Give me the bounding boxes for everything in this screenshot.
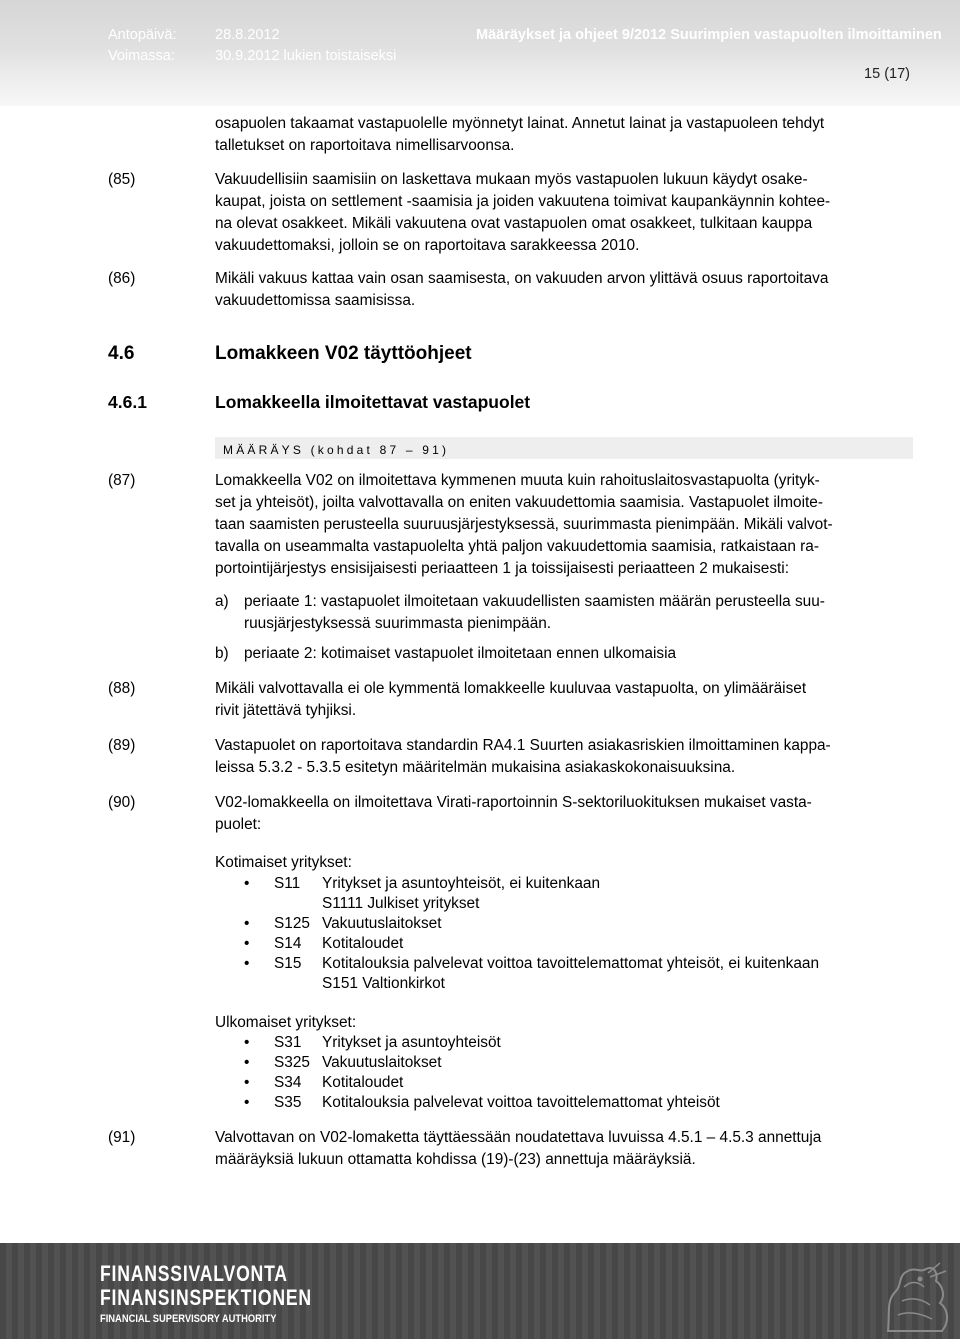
valid-text: 30.9.2012 lukien toistaiseksi	[215, 48, 397, 64]
valid-label: Voimassa:	[108, 48, 175, 64]
page-number: 15 (17)	[864, 66, 910, 82]
paragraph-line: Valvottavan on V02-lomaketta täyttäessään noudatettava luvuissa 4.5.1 – 4.5.3 annettuja	[215, 1129, 822, 1146]
paragraph-number-86: (86)	[108, 270, 136, 287]
paragraph-line: määräyksiä lukuun ottamatta kohdissa (19)-(23) annettuja määräyksiä.	[215, 1151, 696, 1168]
subsection-title: Lomakkeella ilmoitettavat vastapuolet	[215, 392, 531, 412]
logo-finnish-name: FINANSSIVALVONTA	[100, 1261, 288, 1286]
document-title: Määräykset ja ohjeet 9/2012 Suurimpien vastapuolten ilmoittaminen	[476, 27, 942, 43]
page-footer	[0, 1243, 960, 1339]
sector-code: S125	[274, 915, 310, 932]
bullet-icon: •	[244, 935, 250, 952]
section-number: 4.6	[108, 343, 135, 364]
paragraph-number-88: (88)	[108, 680, 136, 697]
bullet-icon: •	[244, 875, 250, 892]
paragraph-87	[215, 470, 915, 580]
foreign-heading: Ulkomaiset yritykset:	[215, 1014, 357, 1031]
paragraph-line: Mikäli vakuus kattaa vain osan saamisesta, on vakuuden arvon ylittävä osuus raportoitava	[215, 270, 829, 287]
sector-description: Kotitaloudet	[322, 935, 404, 952]
paragraph-line: portointijärjestys ensisijaisesti periaatteen 1 ja toissijaisesti periaatteen 2 mukaisesti:	[215, 560, 790, 577]
subsection-number: 4.6.1	[108, 392, 147, 412]
item-line: periaate 1: vastapuolet ilmoitetaan vakuudellisten saamisten määrän perusteella suu-	[244, 593, 825, 610]
sector-description: S151 Valtionkirkot	[322, 975, 445, 992]
sector-description: Kotitaloudet	[322, 1074, 404, 1091]
continuation-text	[215, 113, 915, 157]
paragraph-line: tavalla on useammalta vastapuolelta yhtä paljon vakuudettomia saamisia, ratkaistaan ra-	[215, 538, 819, 555]
paragraph-line: leissa 5.3.2 - 5.3.5 esitetyn määritelmän mukaisina asiakaskokonaisuuksina.	[215, 759, 736, 776]
regulation-label: MÄÄRÄYS (kohdat 87 – 91)	[223, 443, 450, 457]
bullet-icon: •	[244, 1054, 250, 1071]
bullet-icon: •	[244, 1074, 250, 1091]
sector-code: S325	[274, 1054, 310, 1071]
sector-code: S11	[274, 875, 301, 892]
paragraph-line: puolet:	[215, 816, 262, 833]
sector-description: Yritykset ja asuntoyhteisöt, ei kuitenkaan	[322, 875, 601, 892]
paragraph-line: vakuudettomaksi, jolloin se on raportoitava sarakkeessa 2010.	[215, 237, 640, 254]
sector-description: S1111 Julkiset yritykset	[322, 895, 480, 912]
paragraph-88	[215, 678, 915, 722]
item-b-marker: b)	[215, 645, 229, 662]
sector-code: S31	[274, 1034, 302, 1051]
paragraph-line: kaupat, joista on settlement -saamisia ja joiden vakuutena toimivat kaupankäynnin kohtee-	[215, 193, 831, 210]
item-b-text: periaate 2: kotimaiset vastapuolet ilmoitetaan ennen ulkomaisia	[244, 645, 677, 662]
continuation-line: talletukset on raportoitava nimellisarvoonsa.	[215, 137, 515, 154]
paragraph-85	[215, 169, 915, 257]
page-header	[0, 0, 960, 106]
bullet-icon: •	[244, 955, 250, 972]
paragraph-number-91: (91)	[108, 1129, 136, 1146]
bullet-icon: •	[244, 1034, 250, 1051]
paragraph-line: V02-lomakkeella on ilmoitettava Virati-raportoinnin S-sektoriluokituksen mukaiset vasta-	[215, 794, 812, 811]
item-a-text	[244, 591, 914, 635]
sector-description: Yritykset ja asuntoyhteisöt	[322, 1034, 501, 1051]
paragraph-91	[215, 1127, 915, 1171]
item-a-marker: a)	[215, 593, 229, 610]
paragraph-line: taan saamisten perusteella suuruusjärjestyksessä, suurimmasta pienimpään. Mikäli valvot-	[215, 516, 833, 533]
paragraph-line: Vakuudellisiin saamisiin on laskettava mukaan myös vastapuolen lukuun käydyt osake-	[215, 171, 808, 188]
paragraph-line: Lomakkeella V02 on ilmoitettava kymmenen muuta kuin rahoituslaitosvastapuolta (yrityk-	[215, 472, 820, 489]
sector-description: Kotitalouksia palvelevat voittoa tavoittelemattomat yhteisöt	[322, 1094, 720, 1111]
paragraph-line: rivit jätettävä tyhjiksi.	[215, 702, 357, 719]
sector-description: Vakuutuslaitokset	[322, 1054, 442, 1071]
item-line: ruusjärjestyksessä suurimmasta pienimpään.	[244, 615, 552, 632]
logo-english-name: FINANCIAL SUPERVISORY AUTHORITY	[100, 1313, 277, 1325]
sector-code: S14	[274, 935, 302, 952]
domestic-heading: Kotimaiset yritykset:	[215, 854, 352, 871]
bullet-icon: •	[244, 915, 250, 932]
sector-description: Vakuutuslaitokset	[322, 915, 442, 932]
effective-date-label: Antopäivä:	[108, 27, 177, 43]
paragraph-line: na olevat osakkeet. Mikäli vakuutena ovat vastapuolen omat osakkeet, tulkitaan kauppa	[215, 215, 813, 232]
paragraph-90	[215, 792, 915, 836]
paragraph-89	[215, 735, 915, 779]
lion-emblem-icon	[868, 1251, 958, 1339]
paragraph-line: vakuudettomissa saamisissa.	[215, 292, 416, 309]
paragraph-number-85: (85)	[108, 171, 136, 188]
sector-code: S34	[274, 1074, 302, 1091]
logo-swedish-name: FINANSINSPEKTIONEN	[100, 1285, 312, 1310]
bullet-icon: •	[244, 1094, 250, 1111]
continuation-line: osapuolen takaamat vastapuolelle myönnetyt lainat. Annetut lainat ja vastapuoleen tehdyt	[215, 115, 825, 132]
paragraph-line: set ja yhteisöt), joilta valvottavalla on eniten vakuudettomia saamisia. Vastapuolet ilmoite-	[215, 494, 823, 511]
sector-description: Kotitalouksia palvelevat voittoa tavoittelemattomat yhteisöt, ei kuitenkaan	[322, 955, 820, 972]
sector-code: S15	[274, 955, 302, 972]
regulation-bar	[215, 437, 913, 459]
paragraph-line: Mikäli valvottavalla ei ole kymmentä lomakkeelle kuuluvaa vastapuolta, on ylimääräiset	[215, 680, 807, 697]
paragraph-number-89: (89)	[108, 737, 136, 754]
paragraph-line: Vastapuolet on raportoitava standardin RA4.1 Suurten asiakasriskien ilmoittaminen kappa-	[215, 737, 831, 754]
sector-code: S35	[274, 1094, 302, 1111]
section-title: Lomakkeen V02 täyttöohjeet	[215, 343, 472, 364]
paragraph-86	[215, 268, 915, 312]
paragraph-number-90: (90)	[108, 794, 136, 811]
effective-date: 28.8.2012	[215, 27, 280, 43]
paragraph-number-87: (87)	[108, 472, 136, 489]
